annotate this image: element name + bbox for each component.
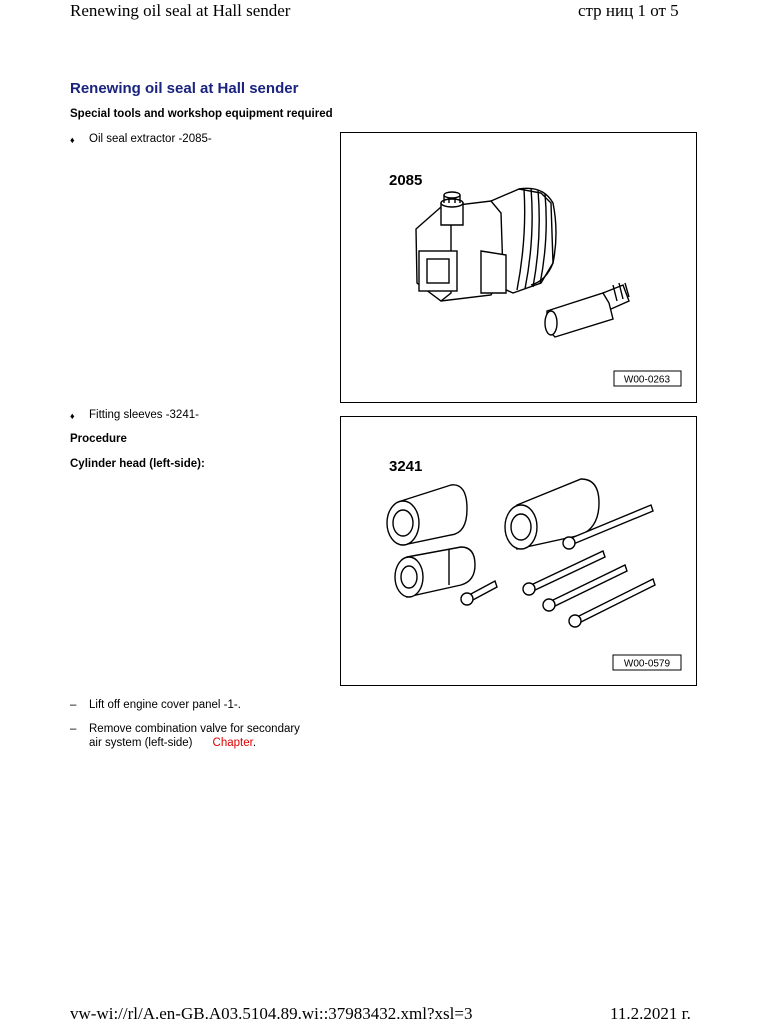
figure-id-label: W00-0263: [623, 374, 671, 386]
oil-seal-extractor-illustration: [341, 133, 696, 402]
fitting-sleeves-illustration: [341, 417, 696, 685]
step-text-line2: air system (left-side): [89, 737, 193, 749]
header-doc-title: Renewing oil seal at Hall sender: [70, 1, 291, 20]
footer-url: vw-wi://rl/A.en-GB.A03.5104.89.wi::37983432.xml?xsl=3: [70, 1004, 473, 1023]
tool-number-label: 2085: [389, 172, 423, 189]
figure-id-label: W00-0579: [623, 658, 671, 670]
tools-heading: Special tools and workshop equipment required: [70, 108, 333, 120]
tool-item-oil-seal-extractor: [70, 133, 320, 149]
step-remove-combination-valve: [70, 723, 340, 755]
tool-label: Oil seal extractor -2085-: [89, 133, 212, 145]
step-period: .: [252, 737, 257, 749]
cylinder-head-heading: Cylinder head (left-side):: [70, 458, 205, 470]
section-title: Renewing oil seal at Hall sender: [70, 80, 299, 97]
bullet-icon: ♦: [70, 411, 75, 421]
tool-number-label: 3241: [389, 458, 423, 475]
figure-oil-seal-extractor: [340, 132, 697, 403]
figure-fitting-sleeves: [340, 416, 697, 686]
dash-icon: –: [70, 723, 77, 735]
bullet-icon: ♦: [70, 135, 75, 145]
chapter-link[interactable]: Chapter: [212, 737, 253, 749]
step-text-line1: Remove combination valve for secondary: [89, 723, 300, 735]
step-text-line2-group: [89, 737, 256, 749]
tool-item-fitting-sleeves: [70, 409, 320, 425]
procedure-heading: Procedure: [70, 433, 127, 445]
footer-date: 11.2.2021 г.: [610, 1004, 691, 1023]
step-lift-off-cover: [70, 699, 330, 715]
dash-icon: –: [70, 699, 77, 711]
tool-label: Fitting sleeves -3241-: [89, 409, 199, 421]
step-text: Lift off engine cover panel -1-.: [89, 699, 241, 711]
header-page-indicator: стр ниц 1 от 5: [578, 1, 679, 20]
